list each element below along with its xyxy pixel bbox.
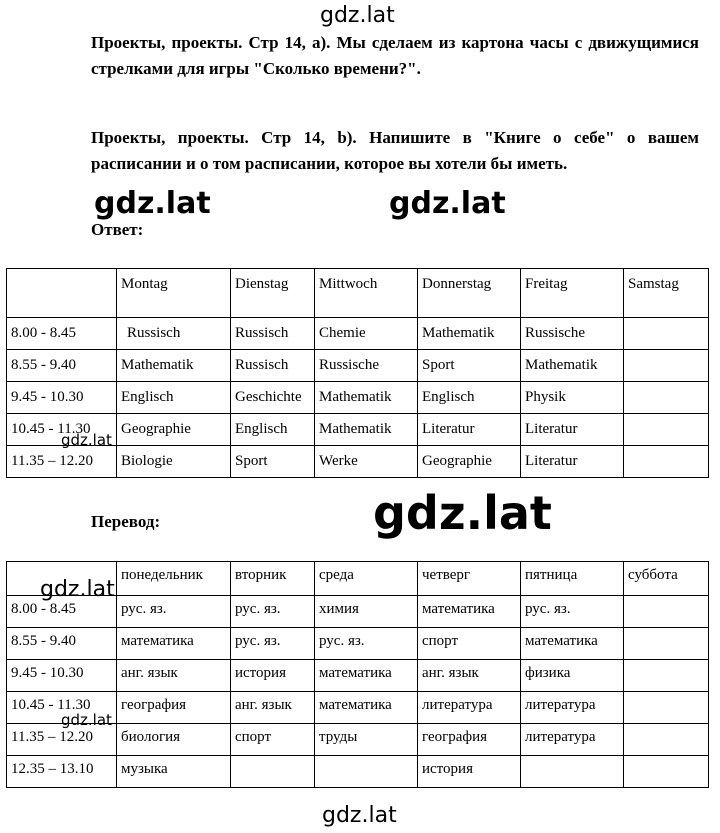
table-cell: музыка <box>117 756 231 788</box>
table-cell: рус. яз. <box>231 628 315 660</box>
table-cell: физика <box>521 660 624 692</box>
watermark: gdz.lat <box>61 431 112 449</box>
table-cell: Mathematik <box>521 350 624 382</box>
table-cell: 10.45 - 11.30 <box>7 414 117 446</box>
table-cell: Sport <box>418 350 521 382</box>
table-cell: математика <box>418 596 521 628</box>
table-cell: география <box>117 692 231 724</box>
table-cell <box>624 446 709 478</box>
table-row <box>7 756 709 788</box>
table-cell <box>521 756 624 788</box>
table-cell <box>624 724 709 756</box>
table-cell: спорт <box>231 724 315 756</box>
table-cell: Literatur <box>521 446 624 478</box>
table-cell: Chemie <box>315 318 418 350</box>
table-cell: 12.35 – 13.10 <box>7 756 117 788</box>
table-cell: рус. яз. <box>231 596 315 628</box>
table-header-cell: суббота <box>624 562 709 596</box>
table-cell: спорт <box>418 628 521 660</box>
table-cell: Englisch <box>231 414 315 446</box>
table-header-cell: Mittwoch <box>315 269 418 318</box>
table-row <box>7 382 709 414</box>
table-cell: Englisch <box>117 382 231 414</box>
table-cell: 8.00 - 8.45 <box>7 596 117 628</box>
table-cell: труды <box>315 724 418 756</box>
table-row <box>7 660 709 692</box>
table-cell: Werke <box>315 446 418 478</box>
table-cell: Englisch <box>418 382 521 414</box>
translation-label: Перевод: <box>91 512 161 531</box>
table-cell: Mathematik <box>315 414 418 446</box>
table-row <box>7 350 709 382</box>
table-header-cell: четверг <box>418 562 521 596</box>
table-cell <box>624 756 709 788</box>
table-cell <box>624 628 709 660</box>
table-cell <box>624 318 709 350</box>
task-a-text: Проекты, проекты. Стр 14, а). Мы сделаем из картона часы с движущимися стрелками для игры "Сколько времени?". <box>91 33 699 78</box>
table-cell <box>231 756 315 788</box>
watermark: gdz.lat <box>389 186 506 221</box>
table-cell: Mathematik <box>117 350 231 382</box>
table-cell: анг. язык <box>117 660 231 692</box>
watermark: gdz.lat <box>322 803 397 828</box>
table-cell: Mathematik <box>315 382 418 414</box>
table-cell: Russisch <box>231 318 315 350</box>
table-row <box>7 446 709 478</box>
table-cell: биология <box>117 724 231 756</box>
table-header-cell: Donnerstag <box>418 269 521 318</box>
table-cell: 9.45 - 10.30 <box>7 660 117 692</box>
table-cell <box>624 382 709 414</box>
table-cell: Literatur <box>521 414 624 446</box>
watermark: gdz.lat <box>40 577 115 602</box>
watermark: gdz.lat <box>373 486 552 540</box>
table-header-cell: Dienstag <box>231 269 315 318</box>
table-cell: рус. яз. <box>521 596 624 628</box>
table-cell <box>624 414 709 446</box>
table-cell <box>624 660 709 692</box>
table-cell: Physik <box>521 382 624 414</box>
table-cell: математика <box>315 660 418 692</box>
table-header-cell: пятница <box>521 562 624 596</box>
table-cell: 11.35 – 12.20 <box>7 446 117 478</box>
table-cell: Mathematik <box>418 318 521 350</box>
table-cell: рус. яз. <box>315 628 418 660</box>
table-cell: Geographie <box>117 414 231 446</box>
table-cell: Russische <box>521 318 624 350</box>
watermark: gdz.lat <box>61 711 112 729</box>
table-cell: анг. язык <box>418 660 521 692</box>
table-row <box>7 628 709 660</box>
answer-label: Ответ: <box>91 220 144 239</box>
table-cell: математика <box>521 628 624 660</box>
table-cell: математика <box>117 628 231 660</box>
table-cell: 8.55 - 9.40 <box>7 350 117 382</box>
table-cell: Sport <box>231 446 315 478</box>
table-cell: 8.55 - 9.40 <box>7 628 117 660</box>
table-cell: литература <box>418 692 521 724</box>
table-cell: анг. язык <box>231 692 315 724</box>
table-cell: 8.00 - 8.45 <box>7 318 117 350</box>
table-cell: математика <box>315 692 418 724</box>
task-b-text: Проекты, проекты. Стр 14, b). Напишите в "Книге о себе" о вашем расписании и о том расписании, которое вы хотели бы иметь. <box>91 128 699 173</box>
watermark: gdz.lat <box>94 186 211 221</box>
table-cell: Geographie <box>418 446 521 478</box>
table-row <box>7 318 709 350</box>
table-cell: Russische <box>315 350 418 382</box>
table-cell <box>315 756 418 788</box>
watermark: gdz.lat <box>320 3 395 28</box>
table-cell: 9.45 - 10.30 <box>7 382 117 414</box>
table-cell <box>624 350 709 382</box>
table-cell: география <box>418 724 521 756</box>
table-cell: литература <box>521 692 624 724</box>
table-cell: литература <box>521 724 624 756</box>
table-cell: история <box>418 756 521 788</box>
table-header-row <box>7 269 709 318</box>
table-cell: Russisch <box>117 318 231 350</box>
table-cell: рус. яз. <box>117 596 231 628</box>
table-cell: химия <box>315 596 418 628</box>
table-cell <box>624 596 709 628</box>
table-cell: Russisch <box>231 350 315 382</box>
table-header-cell: среда <box>315 562 418 596</box>
table-cell: история <box>231 660 315 692</box>
table-cell: 10.45 - 11.30 <box>7 692 117 724</box>
table-cell: Biologie <box>117 446 231 478</box>
table-header-cell <box>7 269 117 318</box>
table-cell: 11.35 – 12.20 <box>7 724 117 756</box>
table-header-cell: Samstag <box>624 269 709 318</box>
table-header-cell: понедельник <box>117 562 231 596</box>
table-header-cell: Montag <box>117 269 231 318</box>
table-header-cell: Freitag <box>521 269 624 318</box>
table-header-cell: вторник <box>231 562 315 596</box>
table-cell: Literatur <box>418 414 521 446</box>
table-cell: Geschichte <box>231 382 315 414</box>
table-cell <box>624 692 709 724</box>
